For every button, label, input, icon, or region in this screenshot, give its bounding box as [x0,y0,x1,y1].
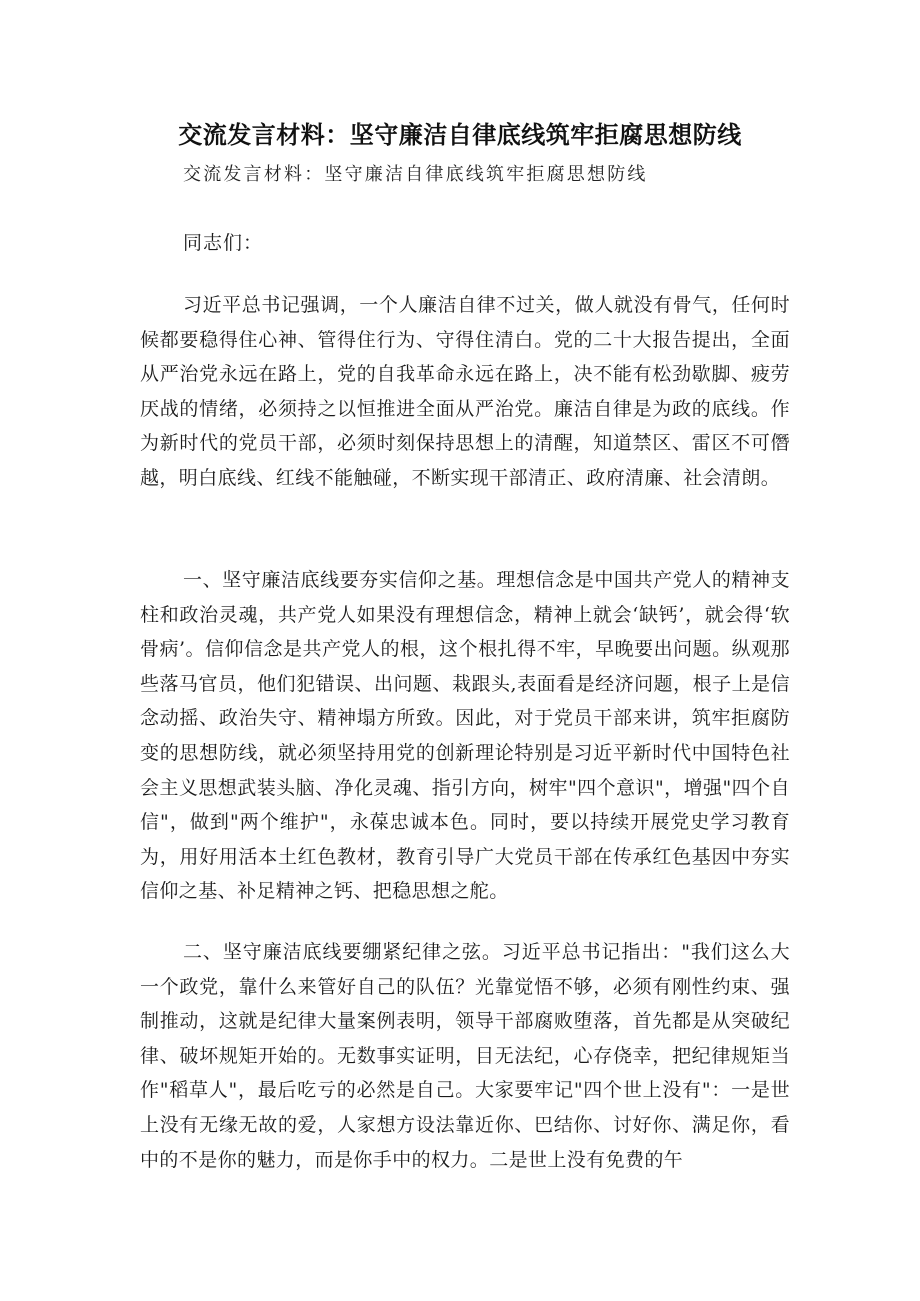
salutation: 同志们： [183,232,264,254]
paragraph-section-one: 一、坚守廉洁底线要夯实信仰之基。理想信念是中国共产党人的精神支柱和政治灵魂，共产党人如果没有理想信念，精神上就会‘缺钙’，就会得‘软骨病’。信仰信念是共产党人的根，这个根扎得不牢，早晚要出问题。纵观那些落马官员，他们犯错误、出问题、栽跟头,表面看是经济问题，根子上是信念动摇、政治失守、精神塌方所致。因此，对于党员干部来讲，筑牢拒腐防变的思想防线，就必须坚持用党的创新理论特别是习近平新时代中国特色社会主义思想武装头脑、净化灵魂、指引方向，树牢"四个意识"，增强"四个自信"，做到"两个维护"，永葆忠诚本色。同时，要以持续开展党史学习教育为，用好用活本土红色教材，教育引导广大党员干部在传承红色基因中夯实信仰之基、补足精神之钙、把稳思想之舵。 [140,569,790,903]
paragraph-section-two: 二、坚守廉洁底线要绷紧纪律之弦。习近平总书记指出："我们这么大一个政党，靠什么来管好自己的队伍？光靠觉悟不够，必须有刚性约束、强制推动，这就是纪律大量案例表明，领导干部腐败堕落，首先都是从突破纪律、破坏规矩开始的。无数事实证明，目无法纪，心存侥幸，把纪律规矩当作"稻草人"，最后吃亏的必然是自己。大家要牢记"四个世上没有"：一是世上没有无缘无故的爱，人家想方设法靠近你、巴结你、讨好你、满足你，看中的不是你的魅力，而是你手中的权力。二是世上没有免费的午 [140,941,790,1171]
document-subtitle: 交流发言材料：坚守廉洁自律底线筑牢拒腐思想防线 [183,164,648,185]
paragraph-intro: 习近平总书记强调，一个人廉洁自律不过关，做人就没有骨气，任何时候都要稳得住心神、管得住行为、守得住清白。党的二十大报告提出，全面从严治党永远在路上，党的自我革命永远在路上，决不能有松劲歇脚、疲劳厌战的情绪，必须持之以恒推进全面从严治党。廉洁自律是为政的底线。作为新时代的党员干部，必须时刻保持思想上的清醒，知道禁区、雷区不可僭越，明白底线、红线不能触碰，不断实现干部清正、政府清廉、社会清朗。 [140,294,790,489]
document-title: 交流发言材料：坚守廉洁自律底线筑牢拒腐思想防线 [178,121,742,149]
